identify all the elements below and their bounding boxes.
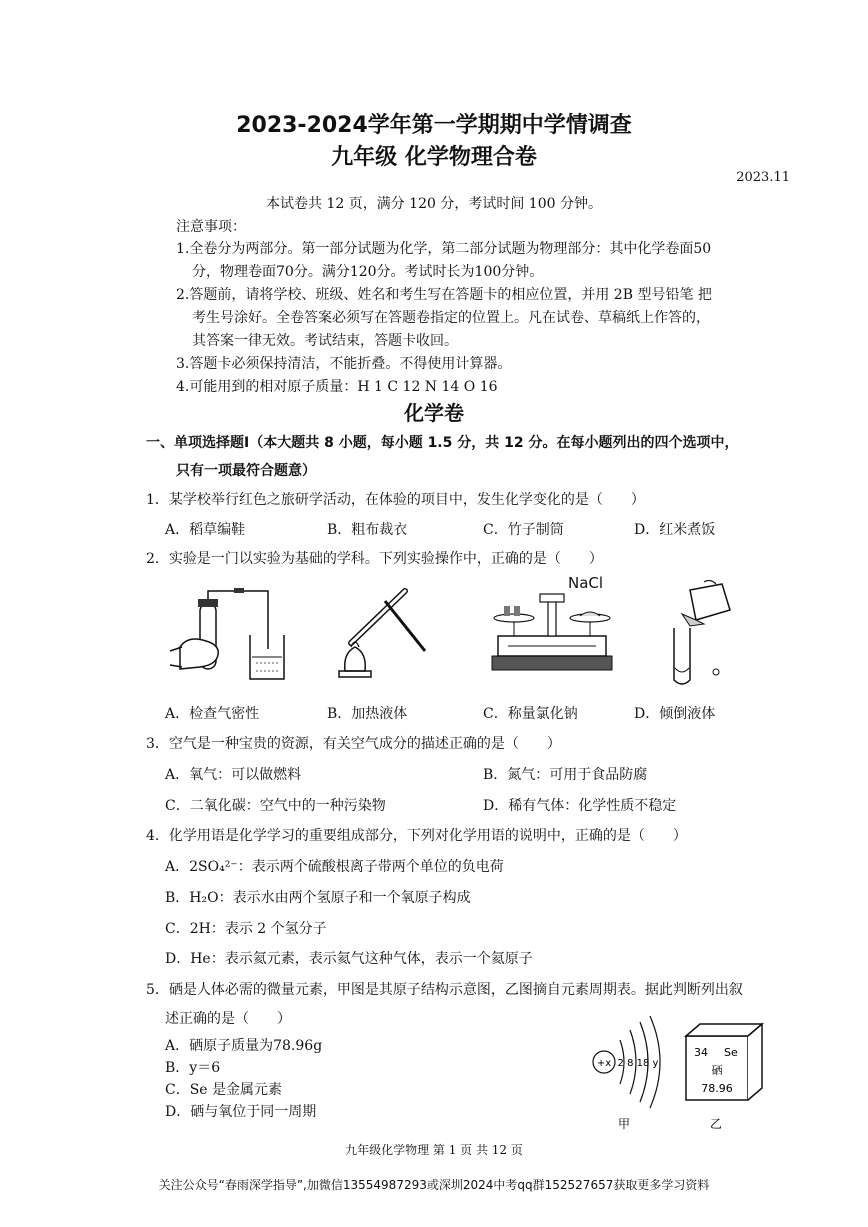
element-name: 硒 — [711, 1064, 723, 1077]
question-5-stem-cont: 述正确的是（ ） — [165, 1011, 291, 1027]
question-2-option-a: A．检查气密性 — [165, 706, 260, 722]
pouring-liquid-figure — [660, 580, 740, 690]
note-line: 考生号涂好。全卷答案必须写在答题卷指定的位置上。凡在试卷、草稿纸上作答的， — [192, 310, 710, 326]
balance-figure — [488, 590, 616, 676]
question-5-option-b: B．y＝6 — [165, 1060, 221, 1076]
note-line: 2.答题前，请将学校、班级、姓名和考生写在答题卡的相应位置，并用 2B 型号铅笔 把 — [176, 287, 712, 303]
note-line: 4.可能用到的相对原子质量：H 1 C 12 N 14 O 16 — [176, 379, 498, 395]
selenium-element-cell — [680, 1022, 770, 1132]
atom-caption: 甲 — [617, 1117, 631, 1130]
section-instructions-cont: 只有一项最符合题意） — [176, 463, 316, 479]
note-line: 1.全卷分为两部分。第一部分试题为化学，第二部分试题为物理部分：其中化学卷面50 — [176, 241, 712, 257]
question-3-option-a: A．氧气：可以做燃料 — [165, 767, 302, 783]
question-2-option-b: B．加热液体 — [327, 706, 408, 722]
question-1-option-c: C．竹子制筒 — [483, 522, 564, 538]
question-2-stem: 2．实验是一门以实验为基础的学科。下列实验操作中，正确的是（ ） — [146, 551, 603, 567]
question-5-option-d: D．硒与氧位于同一周期 — [165, 1104, 317, 1120]
element-mass: 78.96 — [701, 1082, 733, 1095]
question-1-option-a: A．稻草编鞋 — [165, 522, 246, 538]
question-5-option-c: C．Se 是金属元素 — [165, 1082, 283, 1098]
page-footer: 九年级化学物理 第 1 页 共 12 页 — [345, 1143, 523, 1157]
section-instructions: 一、单项选择题Ⅰ（本大题共 8 小题，每小题 1.5 分，共 12 分。在每小题列出的四个选项中， — [146, 435, 739, 451]
question-4-option-a: A．2SO₄²⁻：表示两个硫酸根离子带两个单位的负电荷 — [165, 859, 504, 875]
selenium-atom-diagram — [588, 1010, 678, 1130]
question-4-stem: 4．化学用语是化学学习的重要组成部分，下列对化学用语的说明中，正确的是（ ） — [146, 828, 687, 844]
question-1-option-d: D．红米煮饭 — [634, 522, 716, 538]
exam-subtitle: 九年级 化学物理合卷 — [331, 145, 537, 170]
question-4-option-c: C．2H：表示 2 个氢分子 — [165, 921, 327, 937]
note-line: 其答案一律无效。考试结束，答题卡收回。 — [192, 333, 458, 349]
element-caption: 乙 — [709, 1117, 723, 1131]
question-4-option-d: D．He：表示氦元素，表示氦气这种气体，表示一个氦原子 — [165, 951, 533, 967]
question-3-option-d: D．稀有气体：化学性质不稳定 — [483, 798, 677, 814]
question-5-option-a: A．硒原子质量为78.96g — [165, 1038, 323, 1054]
notes-heading: 注意事项： — [176, 219, 246, 235]
element-number: 34 — [694, 1046, 708, 1059]
question-1-option-b: B．粗布裁衣 — [327, 522, 408, 538]
question-3-stem: 3．空气是一种宝贵的资源，有关空气成分的描述正确的是（ ） — [146, 736, 561, 752]
question-5-stem: 5．硒是人体必需的微量元素，甲图是其原子结构示意图，乙图摘自元素周期表。据此判断列出叙 — [146, 982, 743, 998]
question-3-option-b: B．氮气：可用于食品防腐 — [483, 767, 648, 783]
exam-title: 2023-2024学年第一学期期中学情调查 — [236, 113, 632, 138]
question-1-stem: 1．某学校举行红色之旅研学活动，在体验的项目中，发生化学变化的是（ ） — [146, 492, 645, 508]
element-symbol: Se — [724, 1046, 738, 1059]
promo-text: 关注公众号“春雨深学指导”,加微信13554987293或深圳2024中考qq群152527657获取更多学习资料 — [158, 1178, 710, 1192]
airtightness-figure — [160, 585, 290, 685]
exam-intro: 本试卷共 12 页，满分 120 分，考试时间 100 分钟。 — [266, 196, 602, 212]
heating-liquid-figure — [325, 583, 435, 683]
question-2-option-c: C．称量氯化钠 — [483, 706, 578, 722]
question-2-option-d: D．倾倒液体 — [634, 706, 716, 722]
note-line: 3.答题卡必须保持清洁，不能折叠。不得使用计算器。 — [176, 356, 512, 372]
atom-nucleus-label: +x — [596, 1058, 612, 1069]
exam-date: 2023.11 — [736, 170, 790, 185]
question-4-option-b: B．H₂O：表示水由两个氢原子和一个氧原子构成 — [165, 890, 471, 906]
nacl-label: NaCl — [568, 574, 604, 592]
note-line: 分，物理卷面70分。满分120分。考试时长为100分钟。 — [192, 264, 544, 280]
question-3-option-c: C．二氧化碳：空气中的一种污染物 — [165, 798, 386, 814]
section-title: 化学卷 — [404, 401, 464, 425]
atom-shells-label: 2 8 18 y — [617, 1058, 659, 1069]
